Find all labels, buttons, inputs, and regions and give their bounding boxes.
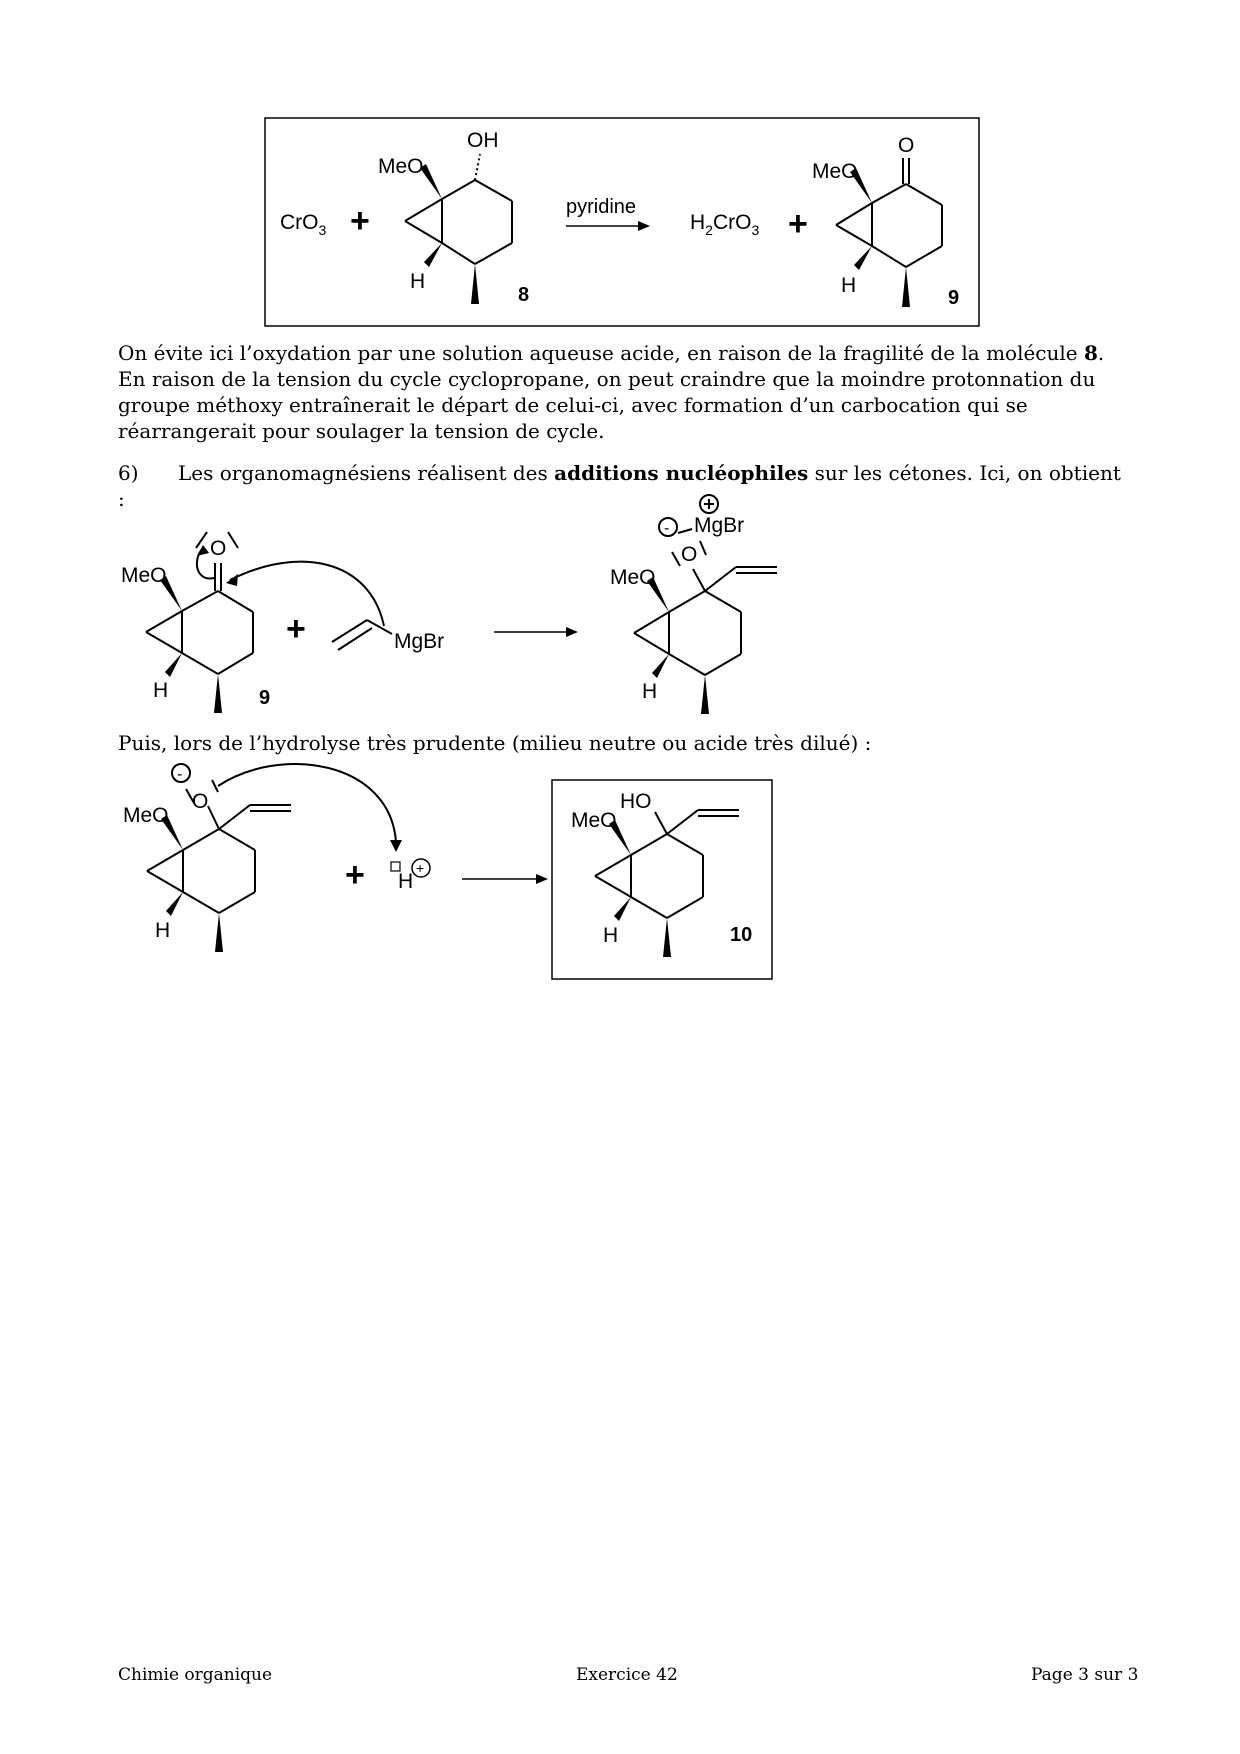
minus-charge: -: [177, 766, 183, 783]
question-text: sur les cétones. Ici, on obtient :: [118, 461, 1121, 511]
h-label: H: [410, 270, 426, 293]
meo-label: MeO: [123, 804, 169, 827]
footer-right: Page 3 sur 3: [1031, 1665, 1139, 1685]
plus-sign: +: [286, 610, 306, 648]
footer-left: Chimie organique: [118, 1665, 273, 1685]
byproduct-h2cro3: $H_2CrO_3$: [690, 211, 760, 238]
condition-label: pyridine: [566, 196, 637, 218]
alkoxide-o-label: O: [681, 543, 698, 566]
alkoxide-o-label: O: [192, 790, 209, 813]
proton-label: H: [398, 870, 414, 893]
question-bold: additions nucléophiles: [554, 461, 809, 485]
compound-number-8: 8: [518, 284, 530, 306]
footer-center: Exercice 42: [576, 1665, 678, 1685]
compound-number-10: 10: [730, 924, 753, 946]
counterion-label: MgBr: [694, 514, 745, 537]
h-label: H: [603, 924, 619, 947]
ketone-o-label: O: [898, 134, 915, 157]
grignard-label: MgBr: [394, 630, 445, 653]
reagent-cro3: CrO$_3$: [280, 211, 327, 238]
meo-label: MeO: [812, 160, 858, 183]
hydroxyl-label: HO: [620, 790, 652, 813]
meo-label: MeO: [378, 155, 424, 178]
plus-charge: +: [704, 510, 705, 511]
meo-label: MeO: [610, 566, 656, 589]
h-label: H: [153, 679, 169, 702]
compound-number-9: 9: [259, 687, 271, 709]
meo-label: MeO: [571, 809, 617, 832]
plus-sign: +: [788, 205, 808, 243]
alkoxide-reactant: [147, 764, 430, 952]
plus-sign: +: [345, 856, 365, 894]
paragraph-text: On évite ici l’oxydation par une solution aqueuse acide, en raison de la fragilité de la molécule: [118, 341, 1084, 365]
plus-sign: +: [350, 202, 370, 240]
paragraph-bold: 8: [1083, 341, 1098, 365]
meo-label: MeO: [121, 564, 167, 587]
proton-charge: +: [416, 860, 425, 876]
paragraph-text: Puis, lors de l’hydrolyse très prudente (milieu neutre ou acide très dilué) :: [118, 731, 872, 755]
h-label: H: [155, 919, 171, 942]
h-label: H: [642, 680, 658, 703]
compound-number-9: 9: [948, 287, 960, 309]
paragraph-text: . En raison de la tension du cycle cyclopropane, on peut craindre que la moindre protonnation du groupe méthoxy entraînerait le départ de celui-ci, avec formation d’un carbocation qui se réarrangerait pour soulager la tension de cycle.: [118, 341, 1105, 443]
ketone-o-label: O: [210, 537, 227, 560]
oh-label: OH: [467, 129, 499, 152]
minus-charge: -: [664, 520, 670, 537]
question-number: 6): [118, 461, 139, 485]
h-label: H: [841, 274, 857, 297]
question-text: Les organomagnésiens réalisent des: [178, 461, 555, 485]
